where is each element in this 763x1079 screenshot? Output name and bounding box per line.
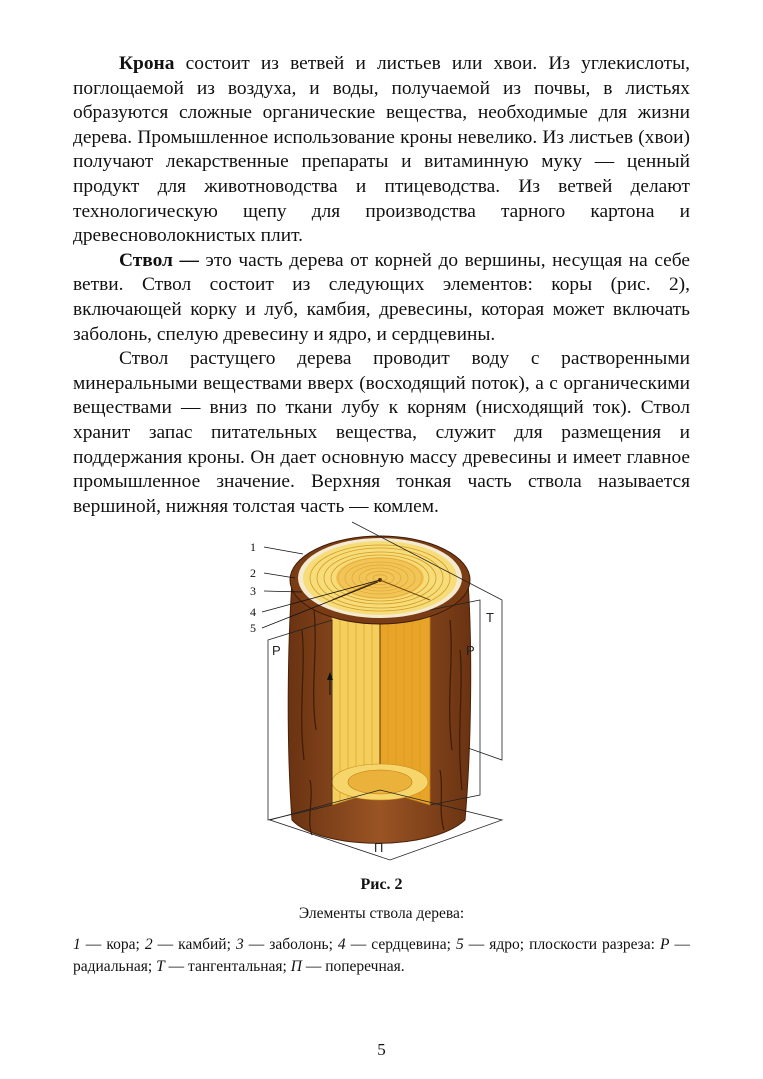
legend-text: — заболонь;: [243, 936, 338, 953]
legend-key: 5: [455, 936, 464, 953]
plane-label-radial-left: Р: [272, 643, 281, 658]
plane-label-cross: П: [374, 840, 384, 855]
legend-text: — тангентальная;: [164, 958, 291, 975]
paragraph-text: состоит из ветвей и листьев или хвои. Из углекислоты, поглощаемой из воздуха, и воды, получаемой из почвы, в листьях образуются сложные органические вещества, необходимые для жизни дерева. Промышленное использование кроны невелико. Из листьев (хвои) получают лекарственные препараты и витаминную муку — ценный продукт для животноводства и птицеводства. Из ветвей делают технологическую щепу для производства тарного картона и древесноволокнистых плит.: [73, 53, 690, 247]
legend-text: — камбий;: [152, 936, 236, 953]
legend-key: Т: [156, 958, 165, 975]
paragraph-trunk: [73, 249, 690, 347]
legend-key: Р: [659, 936, 670, 953]
figure-legend: [73, 934, 690, 978]
callout-5: 5: [250, 621, 256, 635]
term-trunk: Ствол —: [119, 249, 199, 271]
figure-title: Рис. 2: [360, 876, 403, 893]
figure-subtitle: Элементы ствола дерева:: [298, 905, 465, 922]
legend-text: — радиальная;: [73, 936, 690, 975]
legend-key: 4: [337, 936, 346, 953]
callout-1: 1: [250, 540, 256, 554]
term-crown: Крона: [119, 53, 175, 74]
trunk-diagram: [240, 520, 530, 865]
legend-text: — кора;: [80, 936, 145, 953]
paragraph-text: Ствол растущего дерева проводит воду с растворенными минеральными веществами вверх (восходящий поток), а с органическими веществами — вниз по ткани лубу к корням (нисходящий ток). Ствол хранит запас питательных вещества, служит для размещения и поддержания кроны. Он дает основную массу древесины и имеет главное промышленное значение. Верхняя тонкая часть ствола называется вершиной, нижняя толстая часть — комлем.: [73, 348, 690, 517]
callout-3: 3: [250, 584, 256, 598]
paragraph-text: это часть дерева от корней до вершины, несущая на себе ветви. Ствол состоит из следующих элементов: коры (рис. 2), включающей корку и луб, камбия, древесины, которая может включать заболонь, спелую древесину и ядро, и сердцевины.: [73, 249, 690, 345]
paragraph-crown: [73, 52, 690, 249]
body-text: [73, 52, 690, 519]
callout-4: 4: [250, 605, 256, 619]
legend-key: П: [290, 958, 302, 975]
legend-text: — сердцевина;: [345, 936, 456, 953]
legend-text: — поперечная.: [301, 958, 405, 975]
paragraph-trunk-function: [73, 347, 690, 519]
callout-labels: [250, 540, 256, 635]
legend-key: 3: [235, 936, 244, 953]
legend-key: 1: [73, 936, 81, 953]
plane-label-radial-right: Р: [466, 643, 475, 658]
plane-label-tangential: Т: [486, 610, 494, 625]
legend-key: 2: [144, 936, 153, 953]
page-number: 5: [377, 1040, 386, 1059]
callout-2: 2: [250, 566, 256, 580]
legend-text: — ядро; плоскости разреза:: [463, 936, 660, 953]
